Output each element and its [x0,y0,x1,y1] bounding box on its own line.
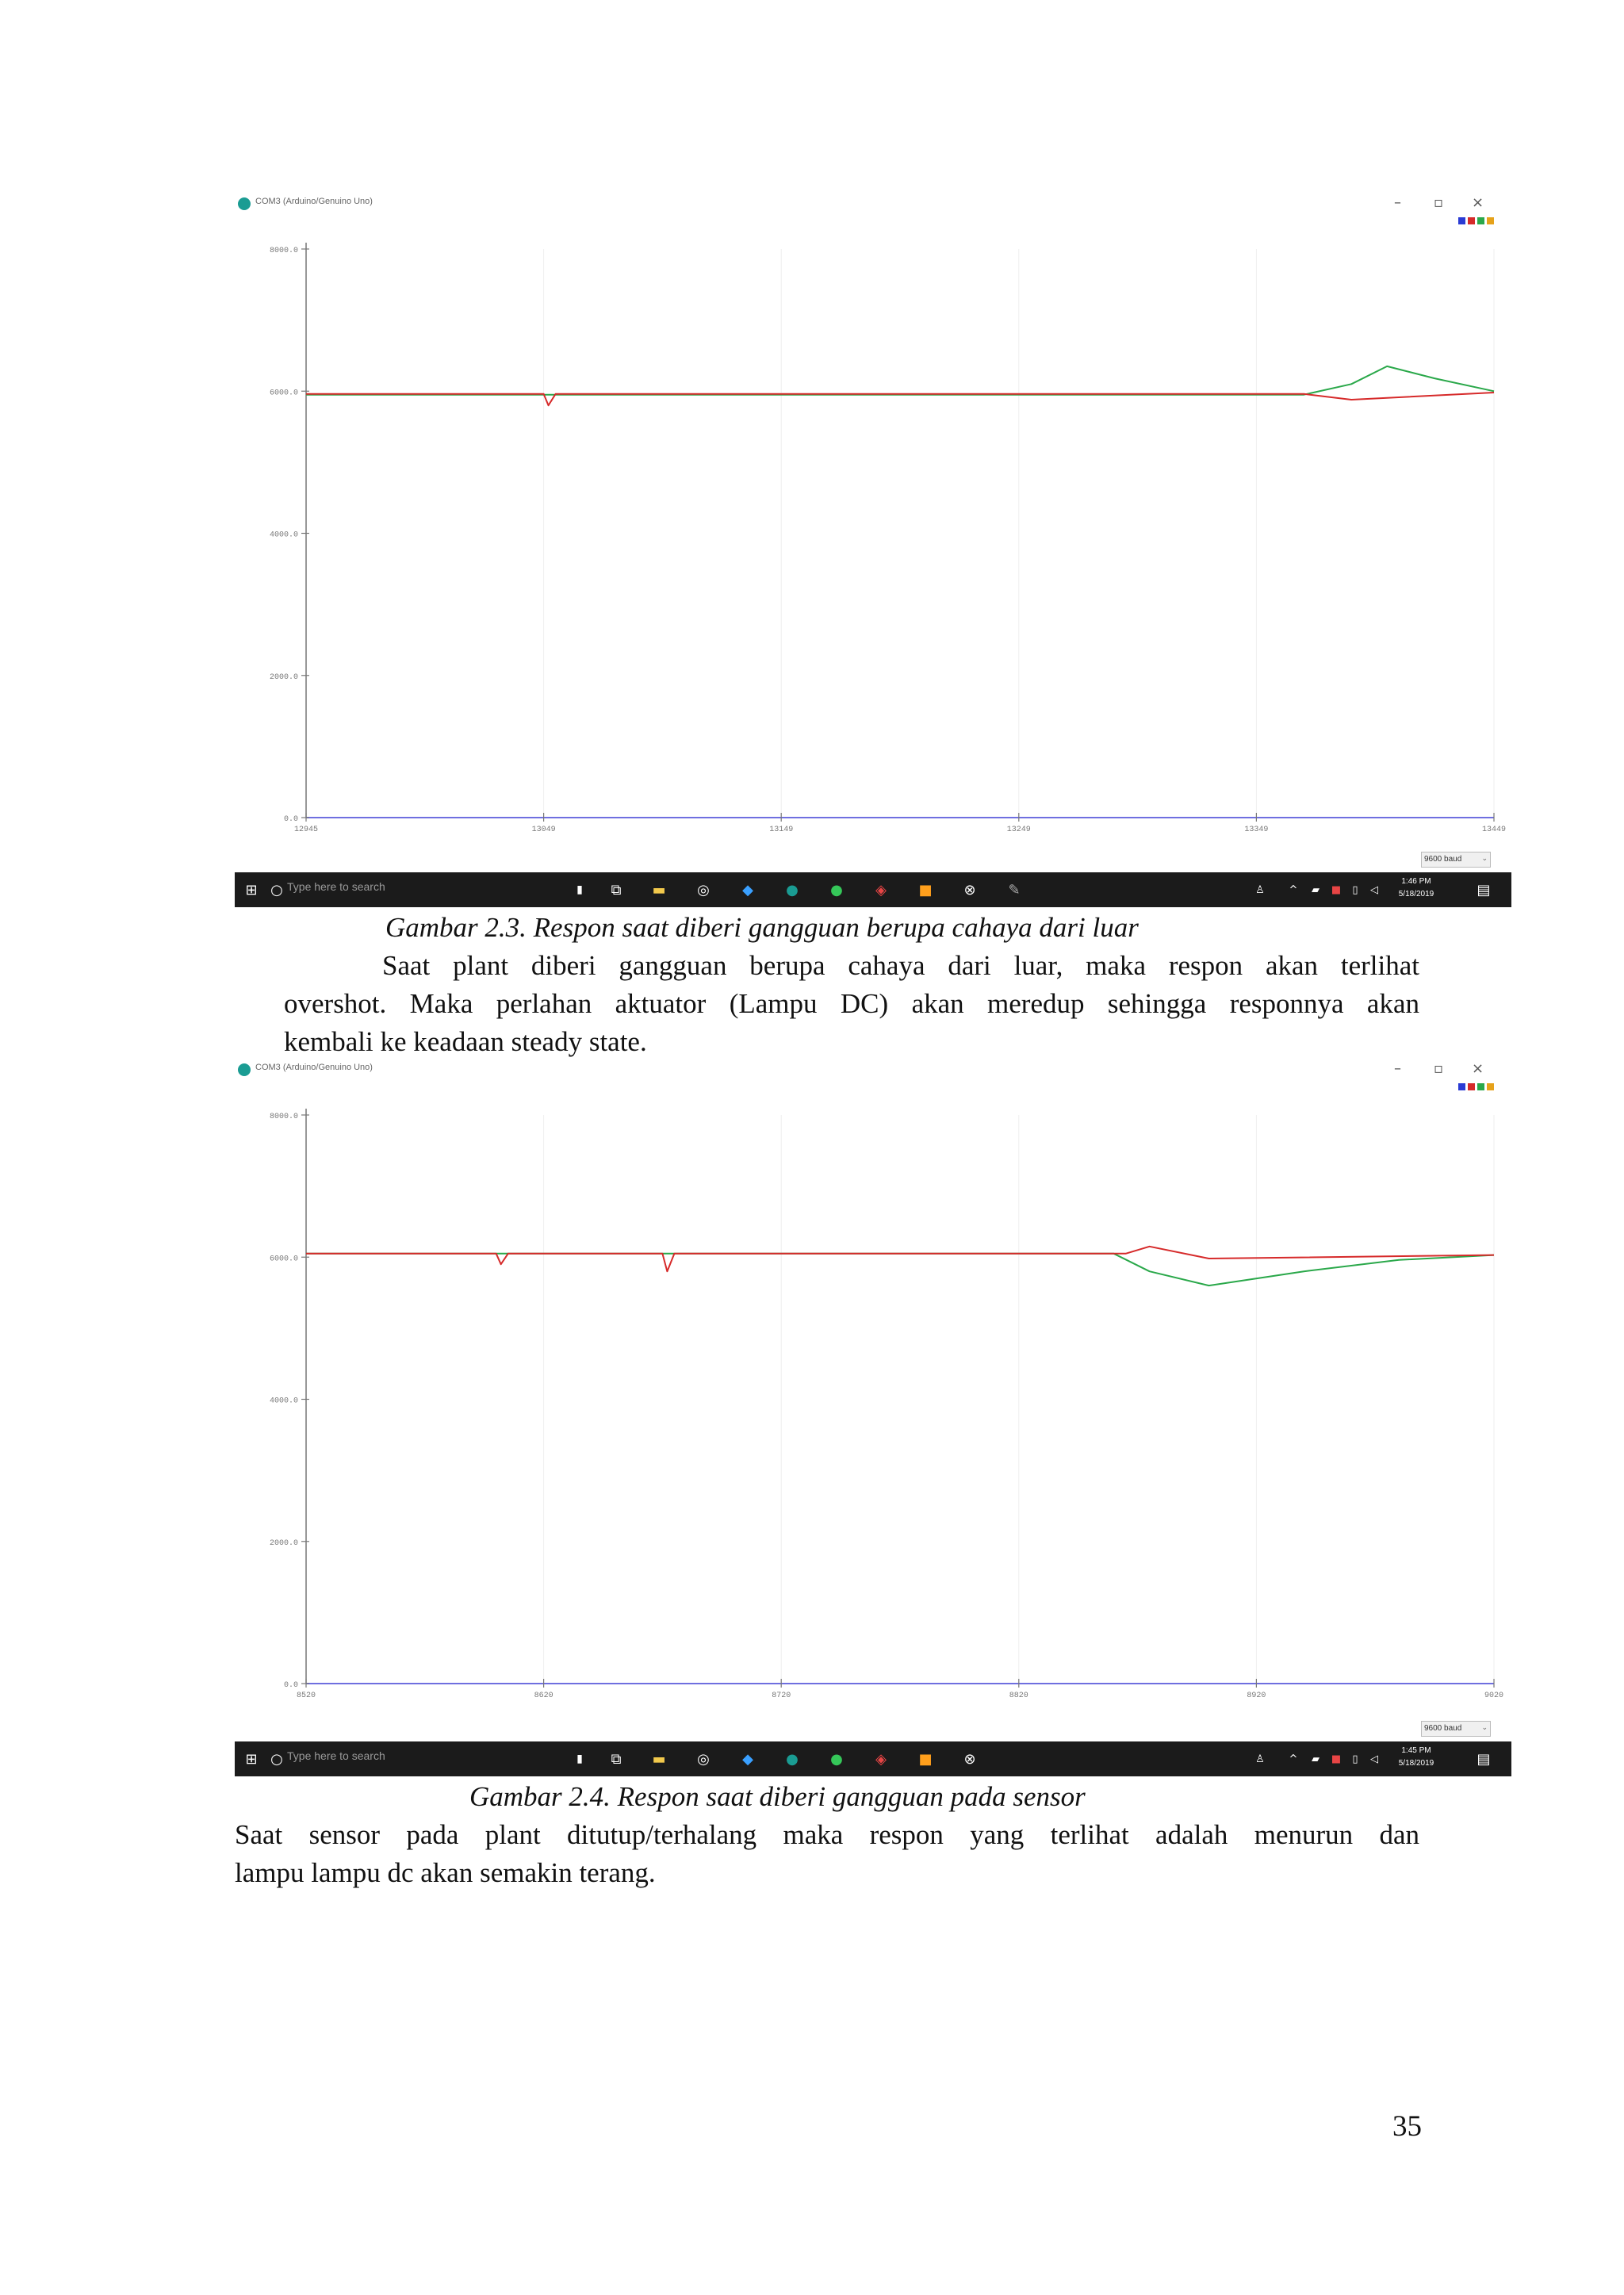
battery-icon[interactable]: ▯ [1352,883,1358,896]
series-line [306,393,1494,405]
page-number: 35 [1392,2110,1422,2143]
y-tick-label: 6000.0 [269,1255,298,1264]
window-title: COM3 (Arduino/Genuino Uno) [255,1063,373,1072]
paragraph-2 [235,1816,1419,1892]
chevron-down-icon: ⌄ [1481,854,1488,862]
figure-caption-2: Gambar 2.4. Respon saat diberi gangguan pada sensor [469,1781,1086,1812]
serial-plotter-screenshot-1 [235,193,1511,907]
arduino-app-icon[interactable]: ● [786,1750,799,1768]
x-tick-label: 13249 [1006,826,1031,834]
app-icon[interactable]: ✎ [1008,881,1021,898]
windows-start-icon[interactable]: ⊞ [245,881,258,898]
y-tick-label: 2000.0 [269,672,298,682]
y-tick-label: 0.0 [283,815,298,824]
notifications-icon[interactable]: ▤ [1477,1750,1491,1768]
arduino-app-icon[interactable]: ● [786,881,799,898]
windows-taskbar [235,1741,1511,1776]
people-icon[interactable]: ♙ [1255,883,1265,896]
shield-icon[interactable]: ◈ [875,1750,887,1768]
x-tick-label: 13349 [1244,826,1269,834]
taskbar-search-input[interactable]: Type here to search [287,880,385,893]
close-button[interactable]: × [1472,1060,1484,1077]
x-tick-label: 8920 [1247,1692,1266,1700]
serial-plotter-screenshot-2 [235,1059,1511,1783]
clock-time: 1:45 PM [1401,1746,1431,1755]
windows-start-icon[interactable]: ⊞ [245,1750,258,1768]
restore-button[interactable]: ▫ [1434,194,1444,211]
y-tick-label: 0.0 [283,1681,298,1690]
paragraph-line: kembali ke keadaan steady state. [284,1026,647,1057]
y-tick-label: 2000.0 [269,1538,298,1548]
baud-rate-value: 9600 baud [1424,1724,1462,1733]
taskbar-clock[interactable] [1392,1745,1440,1770]
xbox-icon[interactable]: ⊗ [963,1750,976,1768]
baud-rate-select[interactable] [1421,852,1491,868]
x-tick-label: 8820 [1009,1692,1028,1700]
search-icon[interactable]: ○ [270,1750,283,1768]
paragraph-line: Saat plant diberi gangguan berupa cahaya dari luar, maka respon akan terlihat [382,950,1419,981]
y-tick-label: 8000.0 [269,247,298,255]
app-icon[interactable]: ◆ [742,881,753,898]
app-icon[interactable]: ◆ [742,1750,753,1768]
series-line [306,1254,1494,1285]
x-tick-label: 8620 [534,1692,553,1700]
task-view-icon[interactable]: ⧉ [611,881,622,898]
paragraph-line: overshot. Maka perlahan aktuator (Lampu DC) akan meredup sehingga responnya akan [284,988,1419,1019]
x-tick-label: 8520 [296,1692,316,1700]
chrome-icon[interactable]: ◎ [697,881,710,898]
line-app-icon[interactable]: ● [830,1750,843,1768]
notifications-icon[interactable]: ▤ [1477,881,1491,898]
paragraph-line: Saat sensor pada plant ditutup/terhalang maka respon yang terlihat adalah menurun dan [235,1819,1419,1850]
x-tick-label: 13049 [531,826,556,834]
y-tick-label: 6000.0 [269,389,298,398]
y-tick-label: 4000.0 [269,1397,298,1406]
line-app-icon[interactable]: ● [830,881,843,898]
minimize-button[interactable]: – [1394,1060,1401,1077]
network-icon[interactable]: ▰ [1312,1753,1320,1765]
x-tick-label: 13449 [1481,826,1507,834]
paragraph-1 [284,947,1419,1061]
x-tick-label: 13149 [769,826,794,834]
battery-icon[interactable]: ▯ [1352,1753,1358,1765]
app-icon[interactable]: ■ [918,1750,933,1768]
tray-chevron-icon[interactable]: ^ [1289,883,1298,896]
baud-rate-value: 9600 baud [1424,855,1462,864]
xbox-icon[interactable]: ⊗ [963,881,976,898]
series-line [306,1247,1494,1271]
app-icon[interactable]: ■ [918,881,933,898]
antivirus-icon[interactable]: ■ [1331,1753,1342,1765]
volume-icon[interactable]: ◁ [1370,1753,1378,1765]
search-icon[interactable]: ○ [270,881,283,898]
file-explorer-icon[interactable]: ▬ [652,881,666,898]
y-tick-label: 8000.0 [269,1113,298,1121]
clock-time: 1:46 PM [1401,877,1431,886]
window-title: COM3 (Arduino/Genuino Uno) [255,197,373,206]
people-icon[interactable]: ♙ [1255,1753,1265,1765]
x-tick-label: 12945 [293,826,319,834]
network-icon[interactable]: ▰ [1312,883,1320,896]
x-tick-label: 8720 [772,1692,791,1700]
close-button[interactable]: × [1472,194,1484,211]
chevron-down-icon: ⌄ [1481,1723,1488,1731]
clock-date: 5/18/2019 [1398,890,1434,898]
task-view-icon[interactable]: ⧉ [611,1750,622,1768]
series-line [306,366,1494,395]
taskbar-search-input[interactable]: Type here to search [287,1749,385,1762]
taskbar-clock[interactable] [1392,875,1440,901]
restore-button[interactable]: ▫ [1434,1060,1444,1077]
microphone-icon[interactable]: ▮ [576,1753,583,1765]
minimize-button[interactable]: – [1394,194,1401,211]
shield-icon[interactable]: ◈ [875,881,887,898]
volume-icon[interactable]: ◁ [1370,883,1378,896]
windows-taskbar [235,872,1511,907]
y-tick-label: 4000.0 [269,531,298,540]
figure-caption-1: Gambar 2.3. Respon saat diberi gangguan berupa cahaya dari luar [385,912,1139,943]
tray-chevron-icon[interactable]: ^ [1289,1753,1298,1765]
serial-plot [235,1059,1511,1718]
x-tick-label: 9020 [1484,1692,1504,1700]
microphone-icon[interactable]: ▮ [576,883,583,896]
chrome-icon[interactable]: ◎ [697,1750,710,1768]
serial-plot [235,193,1511,852]
paragraph-line: lampu lampu dc akan semakin terang. [235,1857,656,1888]
file-explorer-icon[interactable]: ▬ [652,1750,666,1768]
clock-date: 5/18/2019 [1398,1759,1434,1768]
baud-rate-select[interactable] [1421,1721,1491,1737]
antivirus-icon[interactable]: ■ [1331,883,1342,896]
